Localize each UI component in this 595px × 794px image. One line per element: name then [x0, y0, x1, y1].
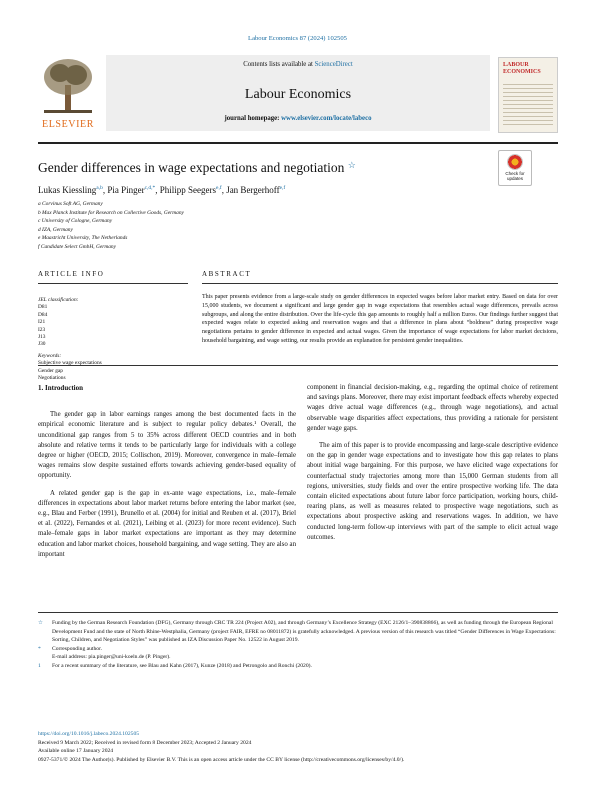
journal-info-box: [106, 55, 490, 131]
elsevier-logo: [38, 55, 98, 131]
author-list: Lukas Kiessling$^{a,b}$, Pia Pinger$^{c,d,*}$, Philipp Seegers$^{e,f}$, Jan Bergerhoff$^{e,f}$: [38, 185, 286, 195]
jel-code: I21: [38, 319, 46, 326]
footnotes: [38, 619, 558, 671]
keyword: Subjective wage expectations: [38, 360, 102, 367]
footnote: 1 For a recent summary of the literature, see Blau and Kahn (2017), Kunze (2018) and Petrongolo and Ronchi (2020).: [38, 662, 312, 669]
article-title: Gender differences in wage expectations and negotiation: [38, 160, 345, 175]
jel-label: JEL classification:: [38, 297, 79, 303]
article-title-line: [38, 160, 356, 176]
article-info-heading: ARTICLE INFO: [38, 270, 105, 278]
sciencedirect-link[interactable]: ScienceDirect: [314, 61, 353, 68]
affiliations: [38, 200, 184, 252]
affiliation: c University of Cologne, Germany: [38, 218, 113, 225]
contents-prefix: Contents lists available at: [243, 61, 315, 68]
journal-reference[interactable]: Labour Economics 87 (2024) 102505: [248, 35, 347, 42]
jel-code: J13: [38, 334, 46, 341]
abstract-text: This paper presents evidence from a large-scale study on gender differences in expected wages before labor market entry. Based on data for over 15,000 students, we document a significant and large gender gap in wage expectations that resembles actual wage differences, prevails across subgroups, and along the entire distribution. Over the life-cycle this gap amounts to roughly half a million Euros. Our findings further suggest that expected wages relate to expected asking and reservation wages and that a difference in plans about “boldness” during prospective wage negotiations pertains to gender difference in expected and actual wages. Given the importance of wage expectations for labor market decisions, household bargaining, and wage setting, our results provide an explanation for persistent gender inequalities.: [202, 294, 558, 344]
jel-code: D81: [38, 304, 48, 311]
jel-code: D84: [38, 311, 48, 318]
check-updates-icon: [507, 154, 523, 170]
info-rule: [38, 283, 188, 284]
footnote: * Corresponding author.: [38, 645, 103, 652]
author[interactable]: Philipp Seegers$^{e,f}$: [159, 185, 222, 195]
cover-title: LABOUR ECONOMICS: [503, 62, 541, 75]
available-online: Available online 17 January 2024: [38, 748, 114, 755]
keyword: Gender gap: [38, 367, 63, 374]
affiliation: b Max Planck Institute for Research on Collective Goods, Germany: [38, 209, 184, 216]
paragraph: component in financial decision-making, e.g., regarding the optimal choice of retirement and savings plans. Moreover, there may exist important feedback effects whereby expected wages drive actual wage differences (e.g., through wage negotiations), and actual observable wage disparities affect expectations, thus providing a rationale for persistent gender wage gaps.: [307, 384, 558, 432]
homepage-prefix: journal homepage:: [224, 115, 282, 122]
abstract-bottom-rule: [38, 365, 558, 366]
paragraph: The gender gap in labor earnings ranges among the best documented facts in the empirical economic literature and is subject to regular policy debates.¹ Overall, the unconditional gap ranges from 5 to 35% across different OECD countries and in both absolute and relative terms it tends to be particularly large for individuals with a college degree or higher (OECD, 2015; Collischon, 2019). Moreover, convergence in male–female wages remains slow despite sustained efforts towards achieving gender-based equality of opportunity.: [38, 411, 296, 480]
cover-decoration: [503, 84, 553, 128]
abstract-heading: ABSTRACT: [202, 270, 252, 278]
homepage-line: [106, 115, 490, 122]
affiliation: d IZA, Germany: [38, 226, 73, 233]
author[interactable]: Pia Pinger$^{c,d,*}$: [107, 185, 156, 195]
keywords-label: Keywords:: [38, 352, 62, 359]
affiliation: f Candidate Select GmbH, Germany: [38, 243, 116, 250]
keyword: Negotiations: [38, 375, 66, 382]
abstract-rule: [202, 283, 558, 284]
elsevier-wordmark: ELSEVIER: [41, 119, 95, 130]
journal-title: Labour Economics: [244, 87, 352, 102]
jel-code: J30: [38, 341, 46, 348]
received-dates: Received 9 March 2022; Received in revised form 8 December 2023; Accepted 2 January 2024: [38, 739, 252, 746]
affiliation: e Maastricht University, The Netherlands: [38, 235, 128, 242]
paragraph: A related gender gap is the gap in ex-ante wage expectations, i.e., male–female differences in expectations about labor market returns before entering the labor market (see, e.g., Blau and Ferber (1991), Brunello et al. (2004) for initial and Reuben et al. (2017), Briel et al. (2022), Fernandes et al. (2021), Leibing et al. (2023) for more recent evidence). Such male–female gaps in labor market expectations are important as they may determine education and labor market choices, household bargaining, and wage setting. They are also an important: [38, 489, 296, 558]
author[interactable]: Jan Bergerhoff$^{e,f}$: [226, 185, 286, 195]
doi-link[interactable]: https://doi.org/10.1016/j.labeco.2024.102505: [38, 731, 140, 737]
title-footnote-mark[interactable]: ☆: [347, 160, 356, 170]
section-heading: 1. Introduction: [38, 384, 83, 392]
header-rule: [38, 142, 558, 144]
article-info: [38, 297, 188, 382]
homepage-link[interactable]: www.elsevier.com/locate/labeco: [281, 115, 372, 122]
footnote: ☆ Funding by the German Research Foundation (DFG), Germany through CRC TR 224 (Project A02), and through Germany’s Excellence Strategy (EXC 2126/1–390838866), as well as funding through the European Regional Development Fund and the state of North Rhine-Westphalia, Germany (project FAIR, EFRE no 08011872) is gratefully acknowledged. A previous version of this research was titled “Gender Differences in Wage Expectations: Sorting, Children, and Negotiation Styles” was published as IZA Discussion Paper No. 12522 in August 2019.: [38, 620, 556, 644]
check-for-updates-button[interactable]: [498, 150, 532, 186]
elsevier-tree-icon: [40, 55, 96, 117]
author[interactable]: Lukas Kiessling$^{a,b}$: [38, 185, 103, 195]
body-column-right: [307, 383, 558, 543]
license-line: 0927-5371/© 2024 The Author(s). Published by Elsevier B.V. This is an open access article under the CC BY license (http://creativecommons.org/licenses/by/4.0/).: [38, 756, 405, 763]
footnote-rule: [38, 612, 558, 613]
affiliation: a Corvinus Soft AG, Germany: [38, 201, 103, 207]
publication-info: [38, 730, 558, 764]
journal-header: [38, 55, 558, 135]
jel-code: I23: [38, 326, 46, 333]
paragraph: The aim of this paper is to provide encompassing and large-scale descriptive evidence on the gap in gender wage expectations and to investigate how this gap relates to plans about initial wage bargaining. For this purpose, we have elicited wage expectations for counterfactual study trajectories among more than 15,000 German students from all regions, universities, study fields and over the entire prospective working life. The data contain elicited expectations about future labor force participation, working hours, child-rearing plans, as well as measures related to prospective wage negotiations, such as expectations about prospective asking and reservations wages. In addition, we have conducted long-term follow-up interviews with part of the sample to elicit actual wage outcomes.: [307, 442, 558, 541]
body-column-left: [38, 383, 296, 560]
check-updates-label: Check for updates: [505, 171, 525, 181]
footnote: E-mail address: pia.pinger@uni-koeln.de (P. Pinger).: [52, 654, 171, 661]
journal-cover: [498, 57, 558, 133]
contents-line: [106, 61, 490, 68]
